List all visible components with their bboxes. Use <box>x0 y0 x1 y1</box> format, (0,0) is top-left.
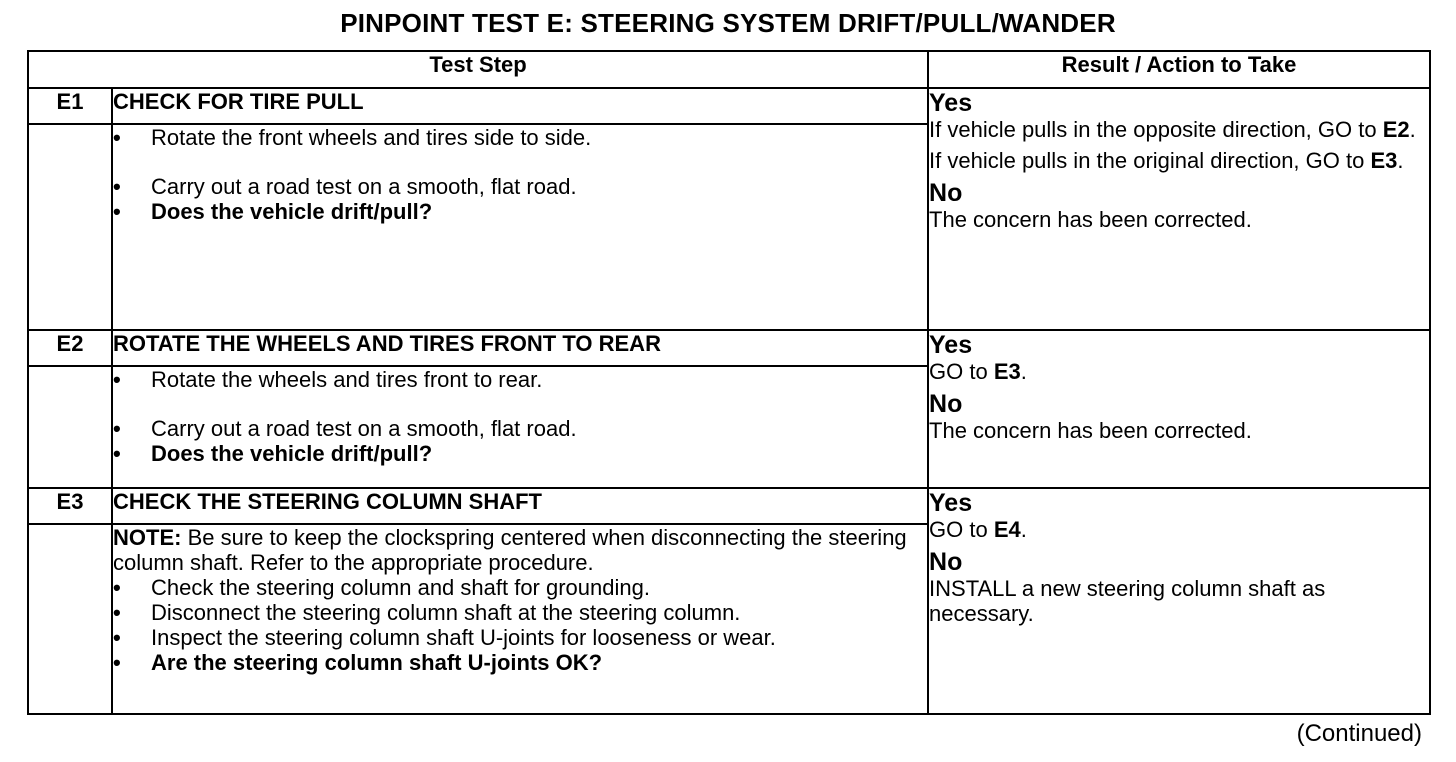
no-label: No <box>929 390 963 418</box>
step-ref: E2 <box>1382 117 1410 142</box>
yes-label: Yes <box>929 331 973 359</box>
note-label: NOTE: <box>113 525 182 550</box>
step-e2-result <box>928 330 1430 488</box>
step-e3-result <box>928 488 1430 714</box>
yes-action-2: If vehicle pulls in the original direction, GO to E3. <box>929 148 1404 173</box>
yes-action-1: If vehicle pulls in the opposite direction, GO to E2. <box>929 117 1416 142</box>
header-row <box>28 51 1430 88</box>
pinpoint-test-table <box>27 50 1431 715</box>
no-action: The concern has been corrected. <box>929 418 1252 443</box>
no-action: INSTALL a new steering column shaft as necessary. <box>929 576 1326 626</box>
step-body <box>112 524 928 714</box>
list-item: • Rotate the wheels and tires front to rear. <box>113 367 543 392</box>
step-e1-result <box>928 88 1430 330</box>
step-title: CHECK FOR TIRE PULL <box>112 88 928 124</box>
note-text: Be sure to keep the clockspring centered when disconnecting the steering column shaft. Refer to the appropriate procedure. <box>113 525 907 575</box>
step-title: CHECK THE STEERING COLUMN SHAFT <box>112 488 928 524</box>
list-item: • Does the vehicle drift/pull? <box>113 441 433 466</box>
result-header: Result / Action to Take <box>928 51 1430 88</box>
no-action: The concern has been corrected. <box>929 207 1252 232</box>
step-body <box>112 366 928 488</box>
step-ref: E3 <box>993 359 1021 384</box>
step-id: E2 <box>28 330 112 366</box>
list-item: • Carry out a road test on a smooth, flat road. <box>113 416 577 441</box>
no-label: No <box>929 179 963 207</box>
no-label: No <box>929 548 963 576</box>
step-id: E1 <box>28 88 112 124</box>
list-item: • Inspect the steering column shaft U-joints for looseness or wear. <box>113 625 776 650</box>
yes-action: GO to E4. <box>929 517 1027 542</box>
continued-label: (Continued) <box>1296 720 1422 747</box>
step-body <box>112 124 928 330</box>
list-item: • Does the vehicle drift/pull? <box>113 199 433 224</box>
list-item: • Rotate the front wheels and tires side to side. <box>113 125 592 150</box>
step-e1-title-row <box>28 88 1430 124</box>
step-ref: E3 <box>1370 148 1398 173</box>
list-item: • Carry out a road test on a smooth, flat road. <box>113 174 577 199</box>
yes-label: Yes <box>929 489 973 517</box>
note <box>113 525 927 575</box>
yes-label: Yes <box>929 89 973 117</box>
step-ref: E4 <box>993 517 1021 542</box>
page-title: PINPOINT TEST E: STEERING SYSTEM DRIFT/PULL/WANDER <box>340 8 1116 38</box>
list-item: • Disconnect the steering column shaft at the steering column. <box>113 600 741 625</box>
step-id: E3 <box>28 488 112 524</box>
list-item: • Are the steering column shaft U-joints OK? <box>113 650 603 675</box>
list-item: • Check the steering column and shaft for grounding. <box>113 575 650 600</box>
step-e2-title-row <box>28 330 1430 366</box>
yes-action: GO to E3. <box>929 359 1027 384</box>
test-step-header: Test Step <box>28 51 928 88</box>
step-e3-title-row <box>28 488 1430 524</box>
step-title: ROTATE THE WHEELS AND TIRES FRONT TO REAR <box>112 330 928 366</box>
